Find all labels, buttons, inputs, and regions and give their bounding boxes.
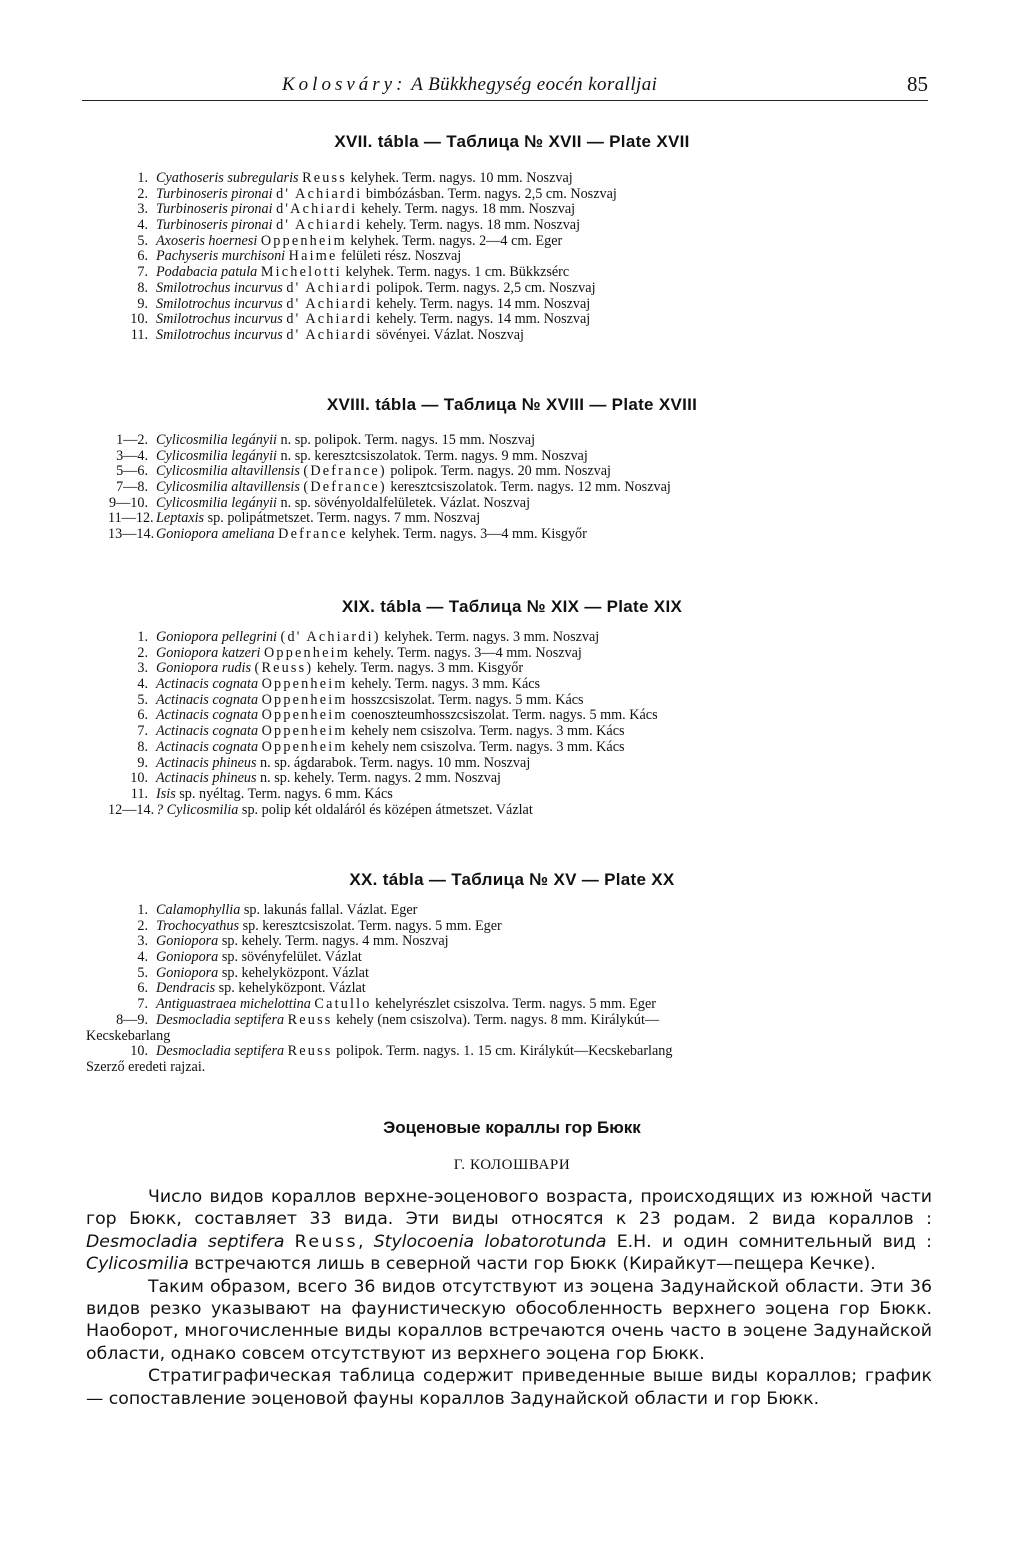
caption-details: n. sp. sövényoldalfelületek. Vázlat. Noszvaj <box>280 494 531 511</box>
caption-row <box>130 311 948 328</box>
species-author: Reuss <box>294 1231 358 1252</box>
caption-text <box>156 1013 659 1029</box>
caption-text <box>156 966 369 982</box>
caption-details: sp. polipátmetszet. Term. nagys. 7 mm. Noszvaj <box>207 510 481 527</box>
caption-row <box>137 217 948 234</box>
figure-number: 3. <box>137 660 148 677</box>
caption-row <box>137 232 948 250</box>
figure-number: 7. <box>137 264 148 281</box>
caption-details: kehely nem csiszolva. Term. nagys. 3 mm. Kács <box>351 723 625 740</box>
caption-text <box>156 771 501 787</box>
summary-paragraph-2: Таким образом, всего 36 видов отсутствуют из эоцена Задунайской области. Эти 36 видов резко указывают на фаунистическую обособленность верхнего эоцена гор Бюкк. Наоборот, многочисленные виды кораллов встречаются очень часто в эоцене Задунайской области, однако совсем отсутствуют из верхнего эоцена гор Бюкк. <box>86 1276 932 1364</box>
caption-text <box>156 919 502 935</box>
caption-row <box>137 691 948 709</box>
caption-row <box>116 1011 948 1029</box>
caption-row <box>108 801 948 819</box>
species-name: Goniopora katzeri <box>156 644 261 661</box>
caption-row <box>137 949 948 966</box>
species-name: Cylicosmilia legányii <box>156 432 277 448</box>
caption-text <box>156 934 449 950</box>
summary-paragraph-1 <box>86 1186 932 1276</box>
figure-number: 8. <box>137 738 148 755</box>
caption-text <box>156 1044 672 1060</box>
caption-row <box>137 933 948 950</box>
caption-details: sp. lakunás fallal. Vázlat. Eger <box>243 902 418 918</box>
caption-details: coenoszteumhosszcsiszolat. Term. nagys. 5 mm. Kács <box>351 707 658 724</box>
caption-details: sp. kehelyközpont. Vázlat <box>221 964 369 981</box>
figure-number: 4. <box>137 949 148 966</box>
species-name: Turbinoseris pironai <box>156 201 273 218</box>
caption-text <box>156 171 573 187</box>
caption-details: kelyhek. Term. nagys. 10 mm. Noszvaj <box>350 170 573 186</box>
species-author: Oppenheim <box>260 232 347 249</box>
species-name: Goniopora ameliana <box>156 526 275 543</box>
caption-row <box>130 326 948 344</box>
caption-details: kehely. Term. nagys. 18 mm. Noszvaj <box>365 217 581 234</box>
figure-number: 5. <box>137 232 148 249</box>
plate-xix-heading: XIX. tábla — Таблица № XIX — Plate XIX <box>341 597 683 616</box>
caption-continuation: Kecskebarlang <box>86 1027 171 1044</box>
species-name: Podabacia patula <box>156 264 258 281</box>
caption-text <box>156 218 580 234</box>
figure-number: 3—4. <box>116 447 148 464</box>
caption-details: kehely nem csiszolva. Term. nagys. 3 mm. Kács <box>351 738 625 755</box>
species-name: Actinacis cognata <box>156 723 259 740</box>
figure-number: 12—14. <box>108 801 155 818</box>
header-title: A Bükkhegység eocén koralljai <box>411 74 658 95</box>
species-name: Actinacis cognata <box>156 738 259 755</box>
plate-xvii-list <box>130 170 948 344</box>
species-author: Catullo <box>314 996 372 1013</box>
caption-row <box>137 264 948 281</box>
caption-row <box>137 201 948 218</box>
caption-text <box>156 202 575 218</box>
species-author: d' Achiardi <box>286 326 373 343</box>
species-name: Smilotrochus incurvus <box>156 326 283 343</box>
species-author: (d' Achiardi) <box>280 629 381 645</box>
figure-number: 1. <box>137 170 148 186</box>
caption-text <box>156 265 569 281</box>
caption-text <box>156 449 588 465</box>
species-author: d' Achiardi <box>286 311 373 328</box>
species-name: Isis <box>156 785 176 802</box>
species-name: Smilotrochus incurvus <box>156 295 283 312</box>
species-author: Oppenheim <box>261 691 348 708</box>
caption-text <box>156 480 671 496</box>
caption-row <box>137 980 948 997</box>
figure-number: 3. <box>137 201 148 218</box>
caption-details: felületi rész. Noszvaj <box>341 248 462 265</box>
species-name: Goniopora <box>156 933 219 950</box>
caption-text <box>156 981 366 997</box>
caption-details: n. sp. kehely. Term. nagys. 2 mm. Noszvaj <box>260 770 501 787</box>
caption-details: kehely. Term. nagys. 3 mm. Kisgyőr <box>316 660 524 677</box>
species-name: Turbinoseris pironai <box>156 217 273 234</box>
caption-text <box>156 527 587 543</box>
species-name: Desmocladia septifera <box>156 1011 285 1028</box>
caption-row <box>86 1029 948 1045</box>
caption-details: kehely. Term. nagys. 14 mm. Noszvaj <box>376 311 591 328</box>
species-author: d' Achiardi <box>286 295 373 312</box>
species-name: Calamophyllia <box>156 902 241 918</box>
caption-row <box>137 644 948 662</box>
species-author: Reuss <box>287 1043 333 1060</box>
figure-number: 6. <box>137 980 148 997</box>
caption-text <box>156 756 530 772</box>
caption-row <box>130 770 948 787</box>
caption-text <box>156 281 596 297</box>
russian-author: Г. КОЛОШВАРИ <box>453 1157 571 1173</box>
caption-details: kehely. Term. nagys. 3—4 mm. Noszvaj <box>353 644 582 661</box>
species-name: Cylicosmilia altavillensis <box>156 463 300 480</box>
species-name: Cylicosmilia altavillensis <box>156 479 300 496</box>
russian-title: Эоценовые кораллы гор Бюкк <box>383 1118 641 1137</box>
species-name: Cylicosmilia <box>86 1254 189 1275</box>
summary-text: , <box>357 1231 374 1252</box>
caption-continuation: Szerző eredeti rajzai. <box>86 1058 206 1075</box>
caption-row <box>137 676 948 693</box>
caption-row <box>137 964 948 982</box>
species-author: Reuss <box>287 1011 333 1028</box>
caption-row <box>130 785 948 803</box>
caption-text <box>156 464 611 480</box>
caption-details: kelyhek. Term. nagys. 2—4 cm. Eger <box>350 232 563 249</box>
caption-text <box>156 646 582 662</box>
caption-details: polipok. Term. nagys. 2,5 cm. Noszvaj <box>376 279 596 296</box>
plate-xviii-heading: XVIII. tábla — Таблица № XVIII — Plate XVIII <box>326 395 698 414</box>
caption-text <box>156 187 617 203</box>
figure-number: 11. <box>130 326 148 343</box>
species-author: d' Achiardi <box>276 185 363 202</box>
caption-row <box>137 996 948 1013</box>
caption-details: bimbózásban. Term. nagys. 2,5 cm. Noszvaj <box>365 185 617 202</box>
caption-details: n. sp. ágdarabok. Term. nagys. 10 mm. Noszvaj <box>260 754 531 771</box>
caption-text <box>156 297 590 313</box>
caption-text <box>156 328 524 344</box>
caption-text <box>156 708 658 724</box>
figure-number: 5—6. <box>116 463 148 480</box>
caption-details: kelyhek. Term. nagys. 1 cm. Bükkzsérc <box>345 264 570 281</box>
caption-text <box>156 693 584 709</box>
species-name: Cyathoseris subregularis <box>156 170 299 186</box>
figure-number: 7. <box>137 996 148 1013</box>
figure-number: 9. <box>137 295 148 312</box>
species-name: Goniopora rudis <box>156 660 251 677</box>
figure-number: 10. <box>130 1043 148 1060</box>
caption-details: kehely. Term. nagys. 14 mm. Noszvaj <box>376 295 591 312</box>
caption-details: polipok. Term. nagys. 1. 15 cm. Királykút—Kecskebarlang <box>336 1043 673 1060</box>
figure-number: 6. <box>137 248 148 265</box>
species-author: (Defrance) <box>303 479 387 496</box>
plate-xx-list <box>86 902 948 1076</box>
caption-row <box>116 447 948 465</box>
russian-summary <box>86 1186 932 1410</box>
summary-text: Число видов кораллов верхне-эоценового возраста, происходящих из южной части гор Бюкк, составляет 33 вида. Эти виды относятся к 23 родам. 2 вида кораллов : <box>86 1187 932 1230</box>
species-name: Smilotrochus incurvus <box>156 311 283 328</box>
species-author: Defrance <box>278 526 348 543</box>
caption-text <box>156 433 535 449</box>
figure-number: 11. <box>130 785 148 802</box>
caption-details: sövényei. Vázlat. Noszvaj <box>376 326 524 343</box>
caption-details: sp. kehely. Term. nagys. 4 mm. Noszvaj <box>221 933 449 950</box>
species-name: Axoseris hoernesi <box>156 232 258 249</box>
caption-row <box>108 494 948 512</box>
running-header <box>82 60 928 101</box>
caption-row <box>137 629 948 646</box>
caption-details: n. sp. polipok. Term. nagys. 15 mm. Noszvaj <box>280 432 536 448</box>
caption-row <box>130 1043 948 1060</box>
species-name: Pachyseris murchisoni <box>156 248 286 265</box>
caption-row <box>137 707 948 724</box>
caption-row <box>137 660 948 677</box>
figure-number: 1—2. <box>116 432 148 448</box>
figure-number: 7. <box>137 723 148 740</box>
species-author: d' Achiardi <box>286 279 373 296</box>
caption-text <box>156 740 625 756</box>
caption-text <box>156 496 530 512</box>
caption-row <box>86 1060 948 1076</box>
figure-number: 2. <box>137 185 148 202</box>
species-name: Actinacis cognata <box>156 691 259 708</box>
caption-row <box>137 902 948 919</box>
species-name: Cylicosmilia legányii <box>156 447 277 464</box>
caption-row <box>137 723 948 740</box>
figure-number: 8—9. <box>116 1011 148 1028</box>
caption-row <box>108 510 948 527</box>
figure-number: 11—12. <box>108 510 154 527</box>
figure-number: 2. <box>137 644 148 661</box>
species-author: Oppenheim <box>261 676 348 693</box>
caption-row <box>137 248 948 265</box>
caption-row <box>108 526 948 543</box>
species-author: d' Achiardi <box>276 217 363 234</box>
caption-details: sp. keresztcsiszolat. Term. nagys. 5 mm. Eger <box>242 917 502 934</box>
species-name: ? Cylicosmilia <box>156 801 239 818</box>
caption-row <box>137 279 948 297</box>
figure-number: 3. <box>137 933 148 950</box>
caption-text <box>156 677 540 693</box>
species-author: Oppenheim <box>261 738 348 755</box>
summary-text: встречаются лишь в северной части гор Бюкк (Кирайкут—пещера Кечке). <box>188 1254 876 1275</box>
caption-row <box>137 185 948 203</box>
caption-text <box>156 724 625 740</box>
caption-row <box>137 170 948 187</box>
figure-number: 9—10. <box>108 494 148 511</box>
caption-details: kehely (nem csiszolva). Term. nagys. 8 mm. Királykút— <box>336 1011 660 1028</box>
species-name: Actinacis cognata <box>156 707 259 724</box>
caption-text <box>156 630 599 646</box>
species-name: Actinacis phineus <box>156 770 257 787</box>
species-name: Turbinoseris pironai <box>156 185 273 202</box>
figure-number: 1. <box>137 902 148 918</box>
species-name: Desmocladia septifera <box>86 1231 285 1252</box>
species-name: Goniopora <box>156 964 219 981</box>
summary-text: Е.Н. и один сомнительный вид : <box>606 1231 932 1252</box>
caption-details: polipok. Term. nagys. 20 mm. Noszvaj <box>390 463 611 480</box>
caption-row <box>137 738 948 756</box>
species-name: Leptaxis <box>156 510 205 527</box>
plate-xvii-heading: XVII. tábla — Таблица № XVII — Plate XVII <box>334 132 690 151</box>
figure-number: 5. <box>137 964 148 981</box>
caption-text <box>156 903 417 919</box>
caption-details: sp. kehelyközpont. Vázlat <box>218 980 366 997</box>
species-name: Goniopora pellegrini <box>156 629 277 645</box>
figure-number: 9. <box>137 754 148 771</box>
species-author: Oppenheim <box>261 723 348 740</box>
figure-number: 10. <box>130 311 148 328</box>
species-author: d'Achiardi <box>276 201 358 218</box>
species-author: (Reuss) <box>254 660 314 677</box>
species-author: Michelotti <box>260 264 342 281</box>
figure-number: 4. <box>137 676 148 693</box>
species-name: Smilotrochus incurvus <box>156 279 283 296</box>
figure-number: 10. <box>130 770 148 787</box>
caption-text <box>156 997 656 1013</box>
caption-text <box>156 234 562 250</box>
figure-number: 7—8. <box>116 479 148 496</box>
caption-details: kehely. Term. nagys. 18 mm. Noszvaj <box>360 201 576 218</box>
caption-text <box>156 950 362 966</box>
caption-details: sp. sövényfelület. Vázlat <box>221 949 362 966</box>
caption-text <box>156 803 533 819</box>
species-author: Haime <box>288 248 338 265</box>
caption-details: kelyhek. Term. nagys. 3 mm. Noszvaj <box>384 629 600 645</box>
caption-text <box>156 312 590 328</box>
caption-text <box>156 249 461 265</box>
figure-number: 6. <box>137 707 148 724</box>
page-number: 85 <box>907 72 928 96</box>
plate-xix-list <box>108 629 948 818</box>
caption-details: kelyhek. Term. nagys. 3—4 mm. Kisgyőr <box>351 526 587 543</box>
plate-xx-heading: XX. tábla — Таблица № XV — Plate XX <box>349 870 675 889</box>
running-title <box>282 74 657 96</box>
summary-paragraph-3: Стратиграфическая таблица содержит приведенные выше виды кораллов; график — сопоставление эоценовой фауны кораллов Задунайской области и гор Бюкк. <box>86 1366 932 1409</box>
species-name: Cylicosmilia legányii <box>156 494 277 511</box>
caption-text <box>156 787 393 803</box>
caption-details: hosszcsiszolat. Term. nagys. 5 mm. Kács <box>351 691 584 708</box>
species-author: Oppenheim <box>261 707 348 724</box>
figure-number: 2. <box>137 917 148 934</box>
caption-row <box>137 917 948 935</box>
caption-row <box>116 463 948 480</box>
caption-row <box>116 479 948 496</box>
species-author: (Defrance) <box>303 463 387 480</box>
caption-details: kehely. Term. nagys. 3 mm. Kács <box>351 676 541 693</box>
caption-text <box>156 511 480 527</box>
species-name: Actinacis cognata <box>156 676 259 693</box>
caption-details: keresztcsiszolatok. Term. nagys. 12 mm. Noszvaj <box>390 479 671 496</box>
figure-number: 4. <box>137 217 148 234</box>
header-author: Kolosváry: <box>282 74 407 95</box>
plate-xviii-list <box>108 432 948 543</box>
species-name: Desmocladia septifera <box>156 1043 285 1060</box>
caption-details: sp. nyéltag. Term. nagys. 6 mm. Kács <box>179 785 393 802</box>
figure-number: 13—14. <box>108 526 155 543</box>
figure-number: 1. <box>137 629 148 645</box>
figure-number: 5. <box>137 691 148 708</box>
caption-row <box>137 754 948 772</box>
species-author: Reuss <box>302 170 347 186</box>
species-name: Trochocyathus <box>156 917 240 934</box>
caption-row <box>116 432 948 449</box>
species-name: Actinacis phineus <box>156 754 257 771</box>
figure-number: 8. <box>137 279 148 296</box>
species-name: Stylocoenia lobatorotunda <box>373 1231 607 1252</box>
species-author: Oppenheim <box>263 644 350 661</box>
caption-details: n. sp. keresztcsiszolatok. Term. nagys. 9 mm. Noszvaj <box>280 447 588 464</box>
caption-text <box>156 661 523 677</box>
caption-details: sp. polip két oldaláról és középen átmetszet. Vázlat <box>241 801 533 818</box>
caption-row <box>137 295 948 313</box>
species-name: Dendracis <box>156 980 216 997</box>
species-name: Antiguastraea michelottina <box>156 996 311 1013</box>
caption-details: kehelyrészlet csiszolva. Term. nagys. 5 mm. Eger <box>375 996 656 1013</box>
species-name: Goniopora <box>156 949 219 966</box>
